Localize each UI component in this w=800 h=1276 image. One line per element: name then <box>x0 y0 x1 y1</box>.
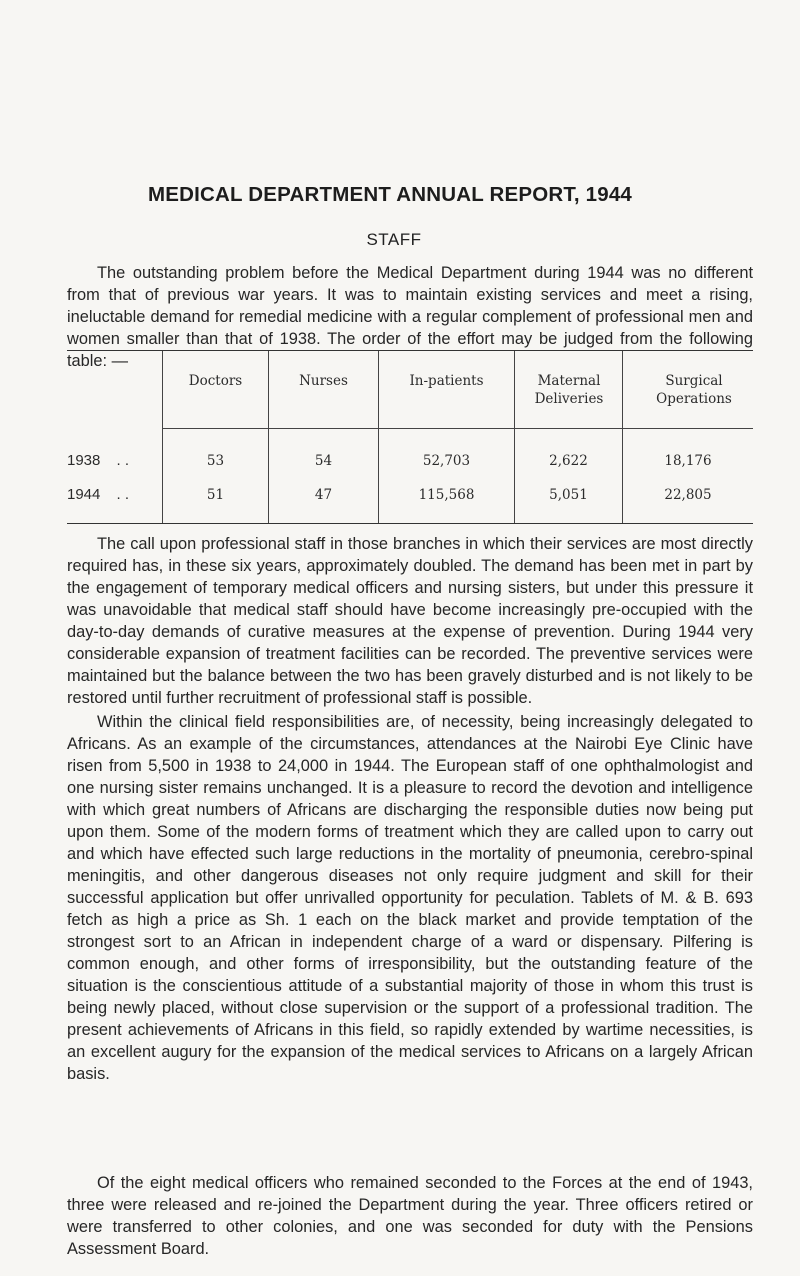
column-header-surgical-operations: Surgical Operations <box>656 373 732 407</box>
column-header-maternal-deliveries: Maternal Deliveries <box>534 373 604 407</box>
row-leader: . . <box>116 452 130 469</box>
row-year: 1944 <box>67 486 101 503</box>
table-row-1938-label <box>67 452 129 469</box>
table-cell: 115,568 <box>418 487 475 503</box>
paragraph-clinical-field: Within the clinical field responsibilities are, of necessity, being increasingly delegated to Africans. As an example of the circumstances, attendances at the Nairobi Eye Clinic have risen from 5,500 in 1938 to 24,000 in 1944. The European staff of one ophthalmologist and one nursing sister remains unchanged. It is a pleasure to record the devotion and intelligence with which great numbers of Africans are discharging the responsible duties now being put upon them. Some of the modern forms of treatment which they are called upon to carry out and which have effected such large reductions in the mortality of pneumonia, cerebro-spinal meningitis, and other dangerous diseases not only require judgment and skill for their successful application but offer unrivalled opportunity for peculation. Tablets of M. & B. 693 fetch as high a price as Sh. 1 each on the black market and provide temptation of the strongest sort to an African in independent charge of a ward or dispensary. Pilfering is common enough, and other forms of irresponsibility, but the outstanding feature of the situation is the conscientious attitude of a substantial majority of those in whom this trust is being newly placed, without close supervision or the support of a professional tradition. The present achievements of Africans in this field, so rapidly extended by wartime necessities, is an excellent augury for the expansion of the medical services to Africans on a largely African basis. <box>67 713 753 1083</box>
table-cell: 18,176 <box>664 453 712 469</box>
section-heading-staff: STAFF <box>366 230 422 249</box>
table-header-rule <box>162 428 753 429</box>
report-title: MEDICAL DEPARTMENT ANNUAL REPORT, 1944 <box>147 183 633 206</box>
paragraph-medical-officers: Of the eight medical officers who remained seconded to the Forces at the end of 1943, three were released and re-joined the Department during the year. Three officers retired or were transferred to other colonies, and one was seconded for duty with the Pensions Assessment Board. <box>67 1174 753 1258</box>
paragraph-staff-demand: The call upon professional staff in those branches in which their services are most directly required has, in these six years, approximately doubled. The demand has been met in part by the engagement of temporary medical officers and nursing sisters, but under this pressure it was unavoidable that medical staff should have become increasingly pre-occupied with the day-to-day demands of curative measures at the expense of prevention. During 1944 very considerable expansion of treatment facilities can be recorded. The preventive services were maintained but the balance between the two has been gravely disturbed and is not likely to be restored until further recruitment of professional staff is possible. <box>67 535 753 707</box>
table-cell: 22,805 <box>664 487 712 503</box>
row-leader: . . <box>116 486 130 503</box>
table-cell: 54 <box>314 453 333 469</box>
column-header-inpatients: In-patients <box>409 373 484 389</box>
table-cell: 2,622 <box>549 453 588 469</box>
table-row-1944-label <box>67 486 129 503</box>
column-header-nurses: Nurses <box>299 373 348 389</box>
table-cell: 52,703 <box>422 453 471 469</box>
column-header-doctors: Doctors <box>188 373 243 389</box>
table-cell: 5,051 <box>549 487 588 503</box>
paragraph-intro: The outstanding problem before the Medical Department during 1944 was no different from that of previous war years. It was to maintain existing services and meet a rising, ineluctable demand for remedial medicine with a regular complement of professional men and women smaller than that of 1938. The order of the effort may be judged from the following table: — <box>67 264 753 370</box>
staff-table <box>67 350 753 524</box>
table-cell: 53 <box>206 453 225 469</box>
table-cell: 47 <box>314 487 333 503</box>
table-cell: 51 <box>206 487 225 503</box>
row-year: 1938 <box>67 452 101 469</box>
